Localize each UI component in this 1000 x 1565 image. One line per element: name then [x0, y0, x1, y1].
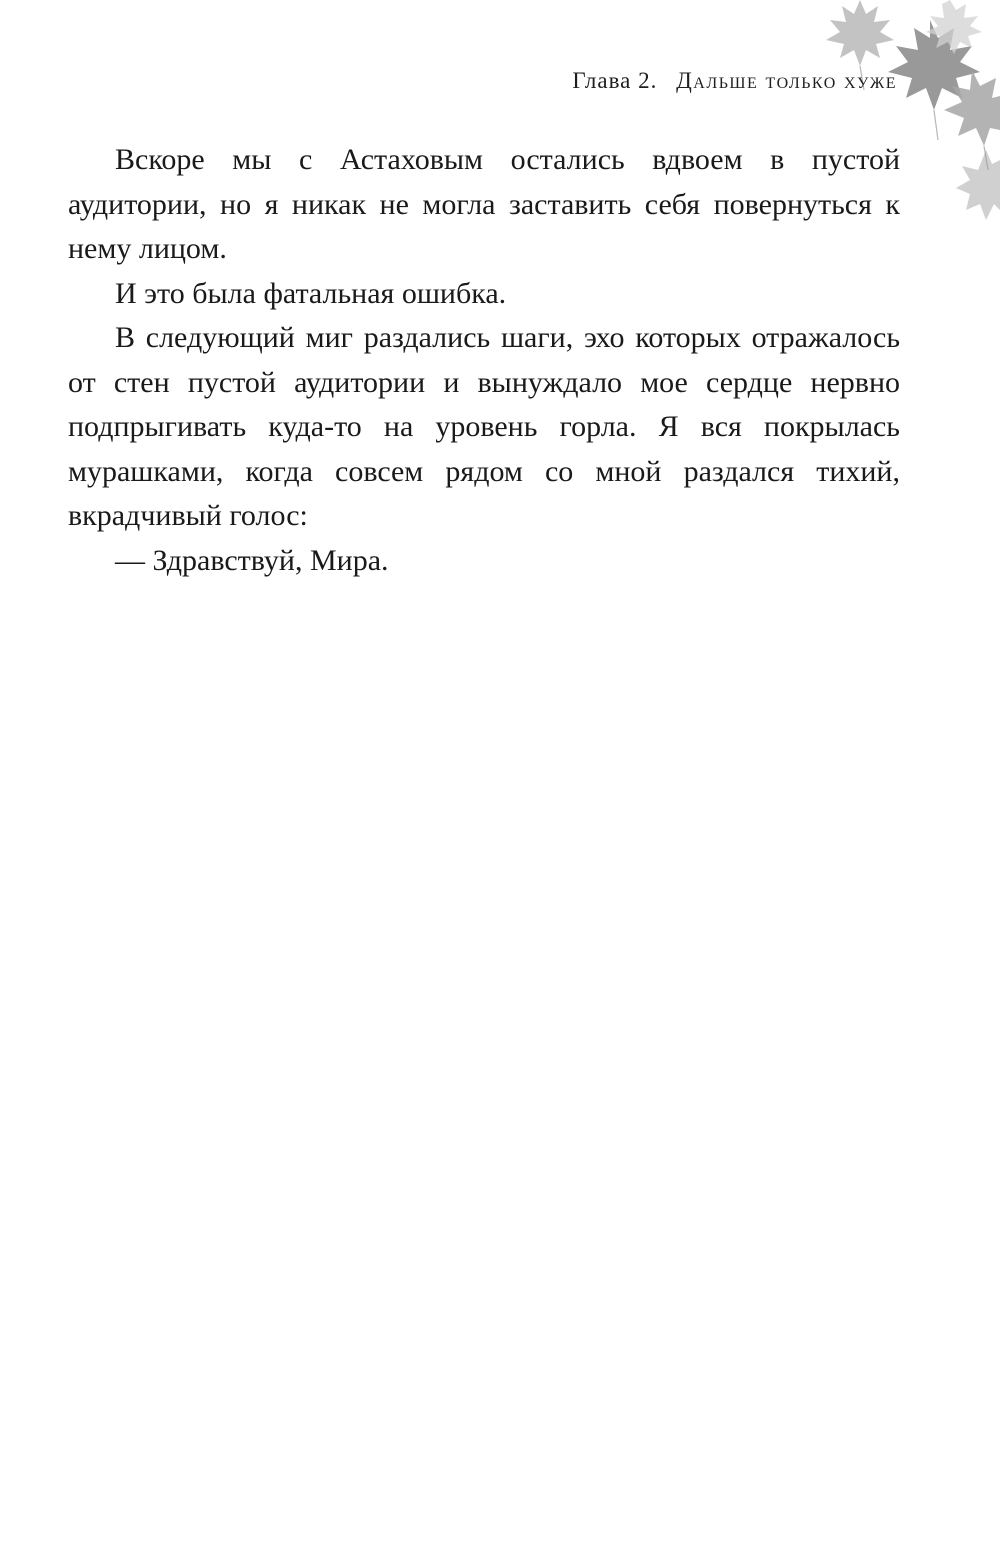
paragraph: И это была фатальная ошибка.	[115, 276, 507, 310]
paragraph: Вскоре мы с Астаховым остались вдвоем в пустой аудитории, но я никак не могла заставить себя повернуться к нему лицом.	[68, 143, 900, 265]
chapter-title: Дальше только хуже	[676, 68, 897, 93]
body-text	[68, 138, 900, 583]
running-header	[572, 68, 897, 94]
chapter-number: Глава 2.	[572, 68, 658, 93]
paragraph: В следующий миг раздались шаги, эхо которых отражалось от стен пустой аудитории и вынуждало мое сердце нервно подпрыгивать куда-то на уровень горла. Я вся покрылась мурашками, когда совсем рядом со мной раздался тихий, вкрадчивый голос:	[68, 321, 900, 532]
paragraph: — Здравствуй, Мира.	[115, 543, 389, 577]
